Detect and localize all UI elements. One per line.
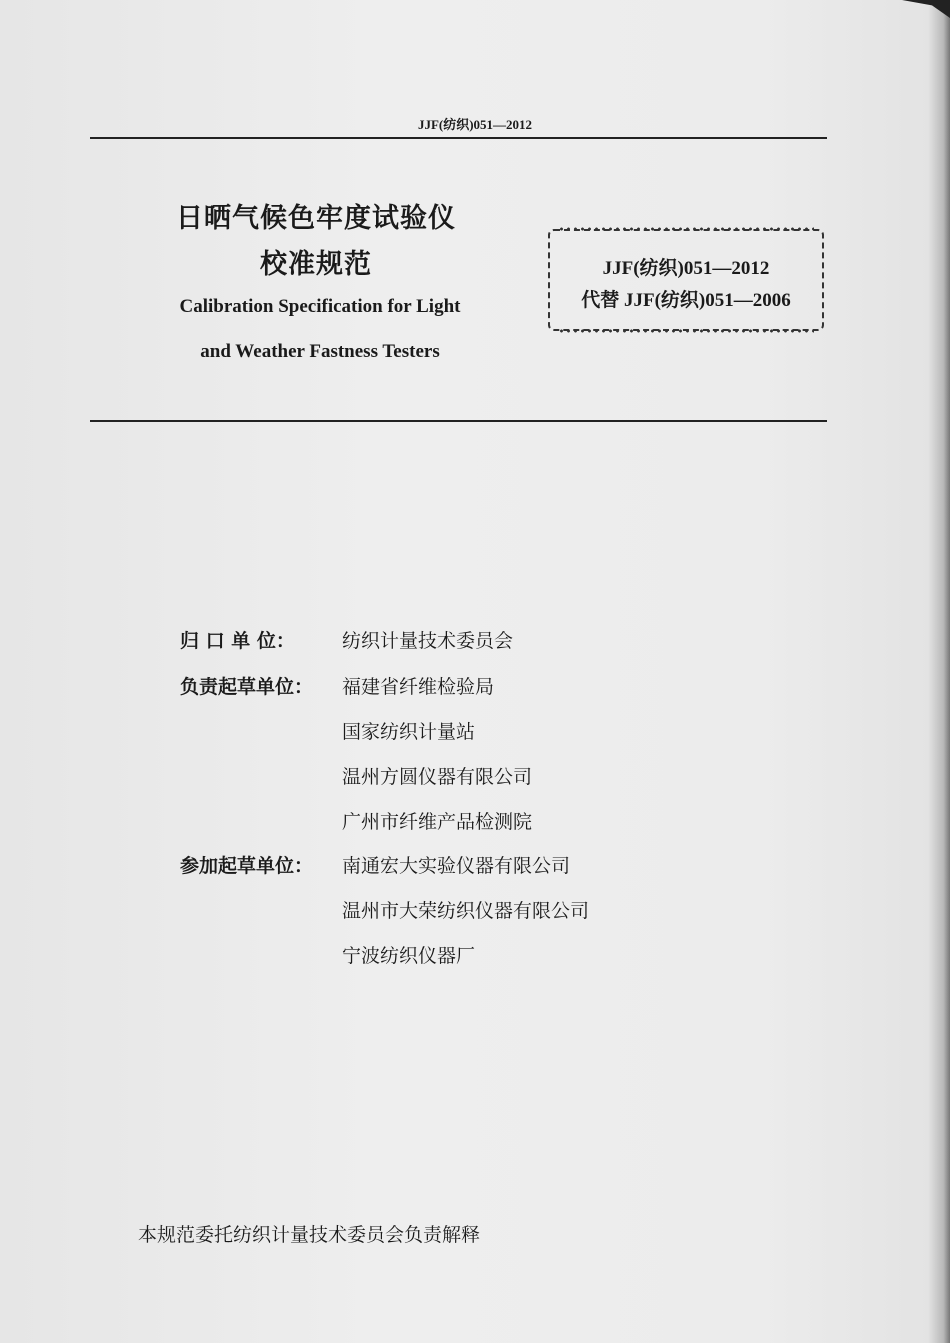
drafting-unit-value: 福建省纤维检验局 [342, 676, 495, 698]
middle-rule [90, 420, 827, 422]
interpretation-note: 本规范委托纺织计量技术委员会负责解释 [138, 1224, 481, 1246]
title-zh-line2: 校准规范 [260, 249, 372, 280]
drafting-unit-label: 负责起草单位： [180, 676, 314, 698]
participating-unit-value: 温州市大荣纺织仪器有限公司 [342, 900, 590, 922]
drafting-unit-value: 广州市纤维产品检测院 [342, 811, 533, 833]
replaced-standard-code: 代替 JJF(纺织)051—2006 [581, 290, 791, 311]
participating-unit-label: 参加起草单位： [180, 855, 314, 877]
title-en-line2: and Weather Fastness Testers [200, 341, 440, 362]
participating-unit-value: 南通宏大实验仪器有限公司 [342, 855, 571, 877]
responsible-unit-label: 归 口 单 位： [180, 630, 295, 652]
page-edge-shadow [928, 0, 950, 1343]
box-border-top [558, 227, 814, 231]
header-code: JJF(纺织)051—2012 [417, 117, 533, 132]
box-border-bottom [558, 329, 814, 333]
responsible-unit-value: 纺织计量技术委员会 [342, 630, 514, 652]
drafting-unit-value: 国家纺织计量站 [342, 721, 476, 743]
standard-code: JJF(纺织)051—2012 [602, 258, 770, 279]
top-rule [90, 137, 827, 139]
participating-unit-value: 宁波纺织仪器厂 [342, 945, 476, 967]
drafting-unit-value: 温州方圆仪器有限公司 [342, 766, 533, 788]
title-zh-line1: 日晒气候色牢度试验仪 [176, 203, 456, 234]
title-en-line1: Calibration Specification for Light [179, 296, 461, 317]
standard-code-box [548, 229, 824, 331]
